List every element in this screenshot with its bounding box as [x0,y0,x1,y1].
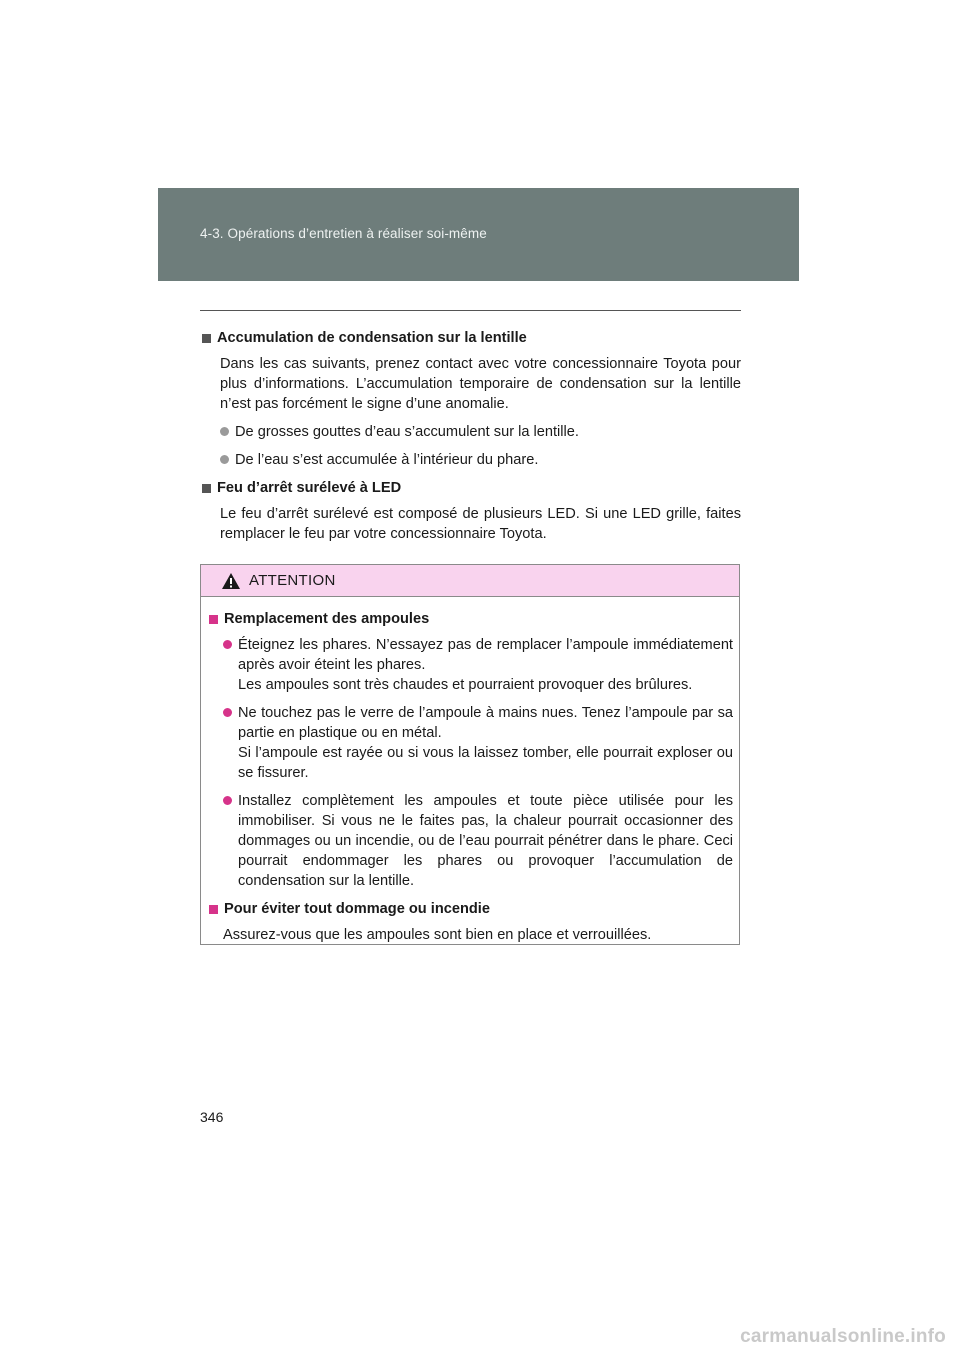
circle-bullet-icon [223,640,232,649]
warning-body [201,597,739,945]
list-item: Éteignez les phares. N’essayez pas de remplacer l’ampoule immédiatement après avoir éteint les phares. Les ampoules sont très chaudes et pourraient provoquer des brûlures. [223,635,733,695]
warning-label: ATTENTION [249,572,336,589]
circle-bullet-icon [223,708,232,717]
warning-section-heading: Remplacement des ampoules [207,609,733,629]
section-text: Le feu d’arrêt surélevé est composé de plusieurs LED. Si une LED grille, faites remplacer le feu par votre concessionnaire Toyota. [220,506,741,542]
watermark: carmanualsonline.info [740,1326,946,1347]
section-heading: Feu d’arrêt surélevé à LED [200,478,741,498]
warning-section-text: Assurez-vous que les ampoules sont bien en place et verrouillées. [223,927,652,943]
square-bullet-icon [202,334,211,343]
divider [200,310,741,311]
list-item: De grosses gouttes d’eau s’accumulent sur la lentille. [220,422,741,442]
main-content [200,328,741,552]
warning-box [200,564,740,945]
square-bullet-icon [209,615,218,624]
list-item: Installez complètement les ampoules et toute pièce utilisée pour les immobiliser. Si vous ne le faites pas, la chaleur pourrait occasionner des dommages ou un incendie, ou de l’eau pourrait pénétrer dans le phare. Ceci pourrait endommager les phares ou provoquer l’accumulation de condensation sur la lentille. [223,791,733,891]
warning-header [201,565,739,597]
circle-bullet-icon [223,796,232,805]
square-bullet-icon [202,484,211,493]
warning-triangle-icon [221,572,241,590]
page-number: 346 [200,1109,224,1125]
list-item: De l’eau s’est accumulée à l’intérieur du phare. [220,450,741,470]
circle-bullet-icon [220,427,229,436]
section-text: Dans les cas suivants, prenez contact avec votre concessionnaire Toyota pour plus d’informations. L’accumulation temporaire de condensation sur la lentille n’est pas forcément le signe d’une anomalie. [220,356,741,412]
section-title: 4-3. Opérations d’entretien à réaliser soi-même [200,226,487,241]
warning-section-heading: Pour éviter tout dommage ou incendie [207,899,733,919]
circle-bullet-icon [220,455,229,464]
section-heading: Accumulation de condensation sur la lentille [200,328,741,348]
square-bullet-icon [209,905,218,914]
list-item: Ne touchez pas le verre de l’ampoule à mains nues. Tenez l’ampoule par sa partie en plastique ou en métal. Si l’ampoule est rayée ou si vous la laissez tomber, elle pourrait exploser ou se fissurer. [223,703,733,783]
